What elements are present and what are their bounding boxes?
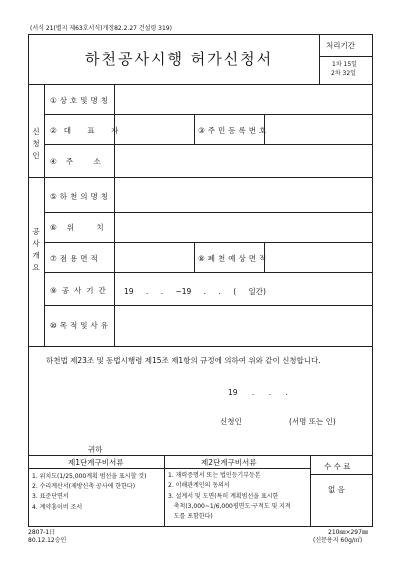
stage2-doc-item: 1. 재력증명서 또는 법인등기부등본 [168, 472, 261, 479]
label-river-name: ⑤하천의명칭 [50, 192, 111, 201]
label-company-name: ①상호및명칭 [50, 96, 111, 105]
label-occupied-area: ⑦점용면적 [50, 254, 101, 263]
stage2-doc-item: 도를 포함한다) [168, 513, 213, 520]
label-abandoned-area: ⑧폐천예상면적 [198, 254, 270, 263]
stage1-doc-item: 1. 위치도(1/25,000계획 범선을 표시할 것) [32, 473, 147, 480]
footer-approval: 80.12.12승인 [28, 537, 67, 544]
field-representative[interactable] [118, 119, 192, 141]
project-section-label: 공사개요 [32, 227, 40, 272]
label-location: ⑥위 치 [50, 223, 114, 232]
processing-period-label: 처리기간 [326, 41, 355, 50]
addressee-label: 귀하 [88, 445, 103, 454]
field-river-name[interactable] [118, 184, 368, 206]
stage1-doc-item: 4. 계약흥이비 조서 [32, 504, 83, 511]
field-resident-number[interactable] [268, 119, 368, 141]
label-construction-period: ⑨공사기간 [50, 286, 111, 295]
signature-label[interactable]: (서명 또는 인) [289, 417, 336, 426]
applicant-section-label: 신청인 [32, 127, 40, 160]
stage1-doc-item: 3. 표준단면서 [32, 493, 69, 500]
field-purpose[interactable] [118, 312, 368, 340]
label-purpose: ⑩목적및사유 [50, 321, 111, 330]
stage1-doc-item: 2. 수리계산서(제방신축 공사에 한한다) [32, 483, 136, 490]
form-reference: (서식 21(별지 제63호서식)개정82.2.27 건설령 319) [30, 25, 172, 32]
form-title: 하천공사시행 허가신청서 [85, 50, 274, 68]
field-address[interactable] [118, 150, 368, 172]
fee-value: 없 음 [328, 485, 345, 494]
fee-label: 수 수 료 [324, 462, 351, 471]
field-occupied-area[interactable] [118, 247, 192, 269]
applicant-label: 신청인 [220, 417, 242, 426]
field-location[interactable] [118, 216, 368, 238]
stage2-doc-item: 2. 이해관계인의 동의서 [168, 482, 230, 489]
application-statement: 하천법 제23조 및 동법시행령 제15조 제1항의 규정에 의하여 위와 같이 신청합니다. [46, 356, 321, 365]
application-date[interactable]: 19 . . . [228, 388, 288, 397]
footer-paper-size: 210㎜×297㎜ [328, 529, 368, 536]
field-abandoned-area[interactable] [268, 247, 368, 269]
stage1-docs-title: 제1단계구비서류 [68, 458, 124, 467]
stage2-doc-item: 축척(3,000~1/6,000평면도·구적도 및 지적 [168, 503, 291, 510]
field-construction-period[interactable]: 19 . . ~19 . . ( 일간) [124, 287, 266, 296]
label-representative: ②대 표 자 [50, 126, 126, 135]
label-address: ④주 소 [50, 157, 110, 166]
footer-code: 2807-1日 [28, 529, 56, 536]
stage2-doc-item: 3. 설계서 및 도면(특히 계획범선을 표시한 [168, 493, 279, 500]
field-company-name[interactable] [118, 90, 368, 110]
label-resident-number: ③주민등록번호 [198, 126, 270, 135]
processing-second: 2차 32일 [331, 70, 356, 77]
stage2-docs-title: 제2단계구비서류 [201, 458, 257, 467]
processing-first: 1차 15일 [332, 61, 357, 68]
footer-paper-type: (신문용지 60g/㎡) [313, 537, 363, 544]
